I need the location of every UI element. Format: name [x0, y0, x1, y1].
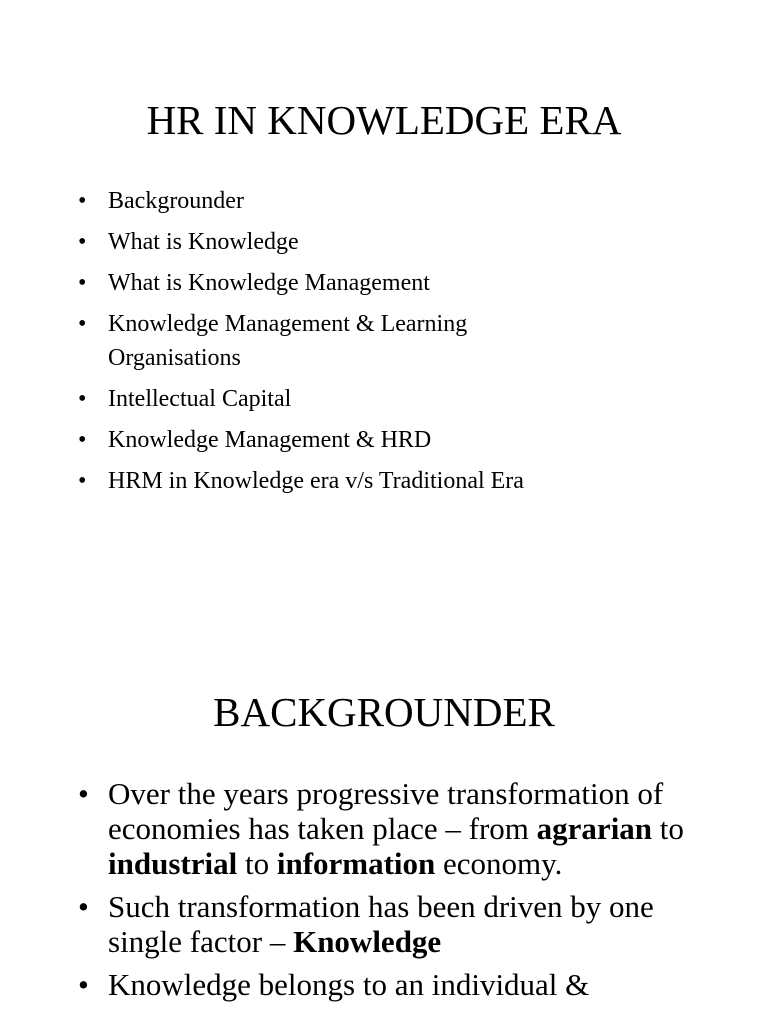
bullet-icon: •: [78, 270, 87, 296]
list-item-text: Knowledge belongs to an individual &: [108, 967, 590, 1002]
bullet-icon: •: [78, 311, 87, 337]
bullet-icon: •: [78, 229, 87, 255]
list-item: [78, 423, 718, 457]
slide-backgrounder: [0, 560, 768, 1024]
list-item: [78, 225, 718, 259]
list-item-text: HRM in Knowledge era v/s Traditional Era: [108, 468, 524, 494]
list-item: [78, 382, 718, 416]
list-item: [78, 776, 708, 881]
list-item-text: What is Knowledge: [108, 229, 299, 255]
bullet-icon: •: [78, 967, 89, 1002]
list-item-text: Over the years progressive transformation of economies has taken place – from agrarian to industrial to information economy.: [108, 776, 684, 881]
list-item-text: Knowledge Management & Learning Organisations: [108, 311, 468, 371]
bullet-icon: •: [78, 889, 89, 924]
backgrounder-list: [78, 776, 718, 1010]
list-item-text: What is Knowledge Management: [108, 270, 430, 296]
list-item-text: Intellectual Capital: [108, 386, 292, 412]
list-item-text: Knowledge Management & HRD: [108, 427, 432, 453]
list-item: [78, 307, 568, 375]
bullet-icon: •: [78, 427, 87, 453]
list-item-text: Such transformation has been driven by one single factor – Knowledge: [108, 889, 654, 959]
agenda-list: [78, 184, 718, 505]
list-item: [78, 464, 718, 498]
slide-title: HR IN KNOWLEDGE ERA: [146, 97, 622, 143]
bullet-icon: •: [78, 386, 87, 412]
list-item-text: Backgrounder: [108, 188, 244, 214]
list-item: [78, 889, 718, 959]
bullet-icon: •: [78, 468, 87, 494]
slide-title: BACKGROUNDER: [213, 689, 555, 735]
bullet-icon: •: [78, 776, 89, 811]
list-item: [78, 184, 718, 218]
bullet-icon: •: [78, 188, 87, 214]
list-item: [78, 266, 718, 300]
list-item: [78, 967, 748, 1002]
